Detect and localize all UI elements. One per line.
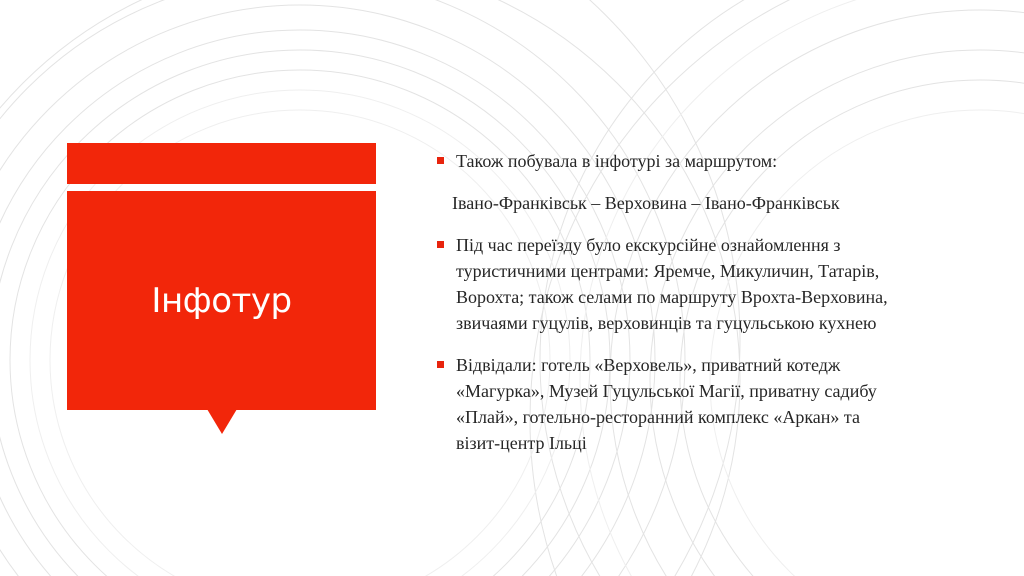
bullet-text: Під час переїзду було екскурсійне ознайомлення з туристичними центрами: Яремче, Микуличин, Татарів, Ворохта; також селами по маршруту Врохта-Верховина, звичаями гуцулів, верховинців та гуцульською кухнею	[456, 235, 888, 333]
route-text: Івано-Франківськ – Верховина – Івано-Франківськ	[452, 193, 840, 213]
bullet-item-visited	[437, 352, 977, 456]
slide-content	[437, 148, 977, 472]
bullet-item-excursion	[437, 232, 977, 336]
square-bullet-icon	[437, 361, 444, 368]
bullet-item-route-intro	[437, 148, 977, 174]
title-accent-strip	[67, 143, 376, 184]
route-line	[437, 190, 977, 216]
square-bullet-icon	[437, 241, 444, 248]
square-bullet-icon	[437, 157, 444, 164]
bullet-text: Відвідали: готель «Верховель», приватний котедж «Магурка», Музей Гуцульської Магії, приватну садибу «Плай», готельно-ресторанний комплекс «Аркан» та візит-центр Ільці	[456, 355, 877, 453]
title-box-pointer	[207, 409, 237, 434]
slide-title: Інфотур	[151, 280, 292, 321]
bullet-text: Також побувала в інфотурі за маршрутом:	[456, 151, 778, 171]
